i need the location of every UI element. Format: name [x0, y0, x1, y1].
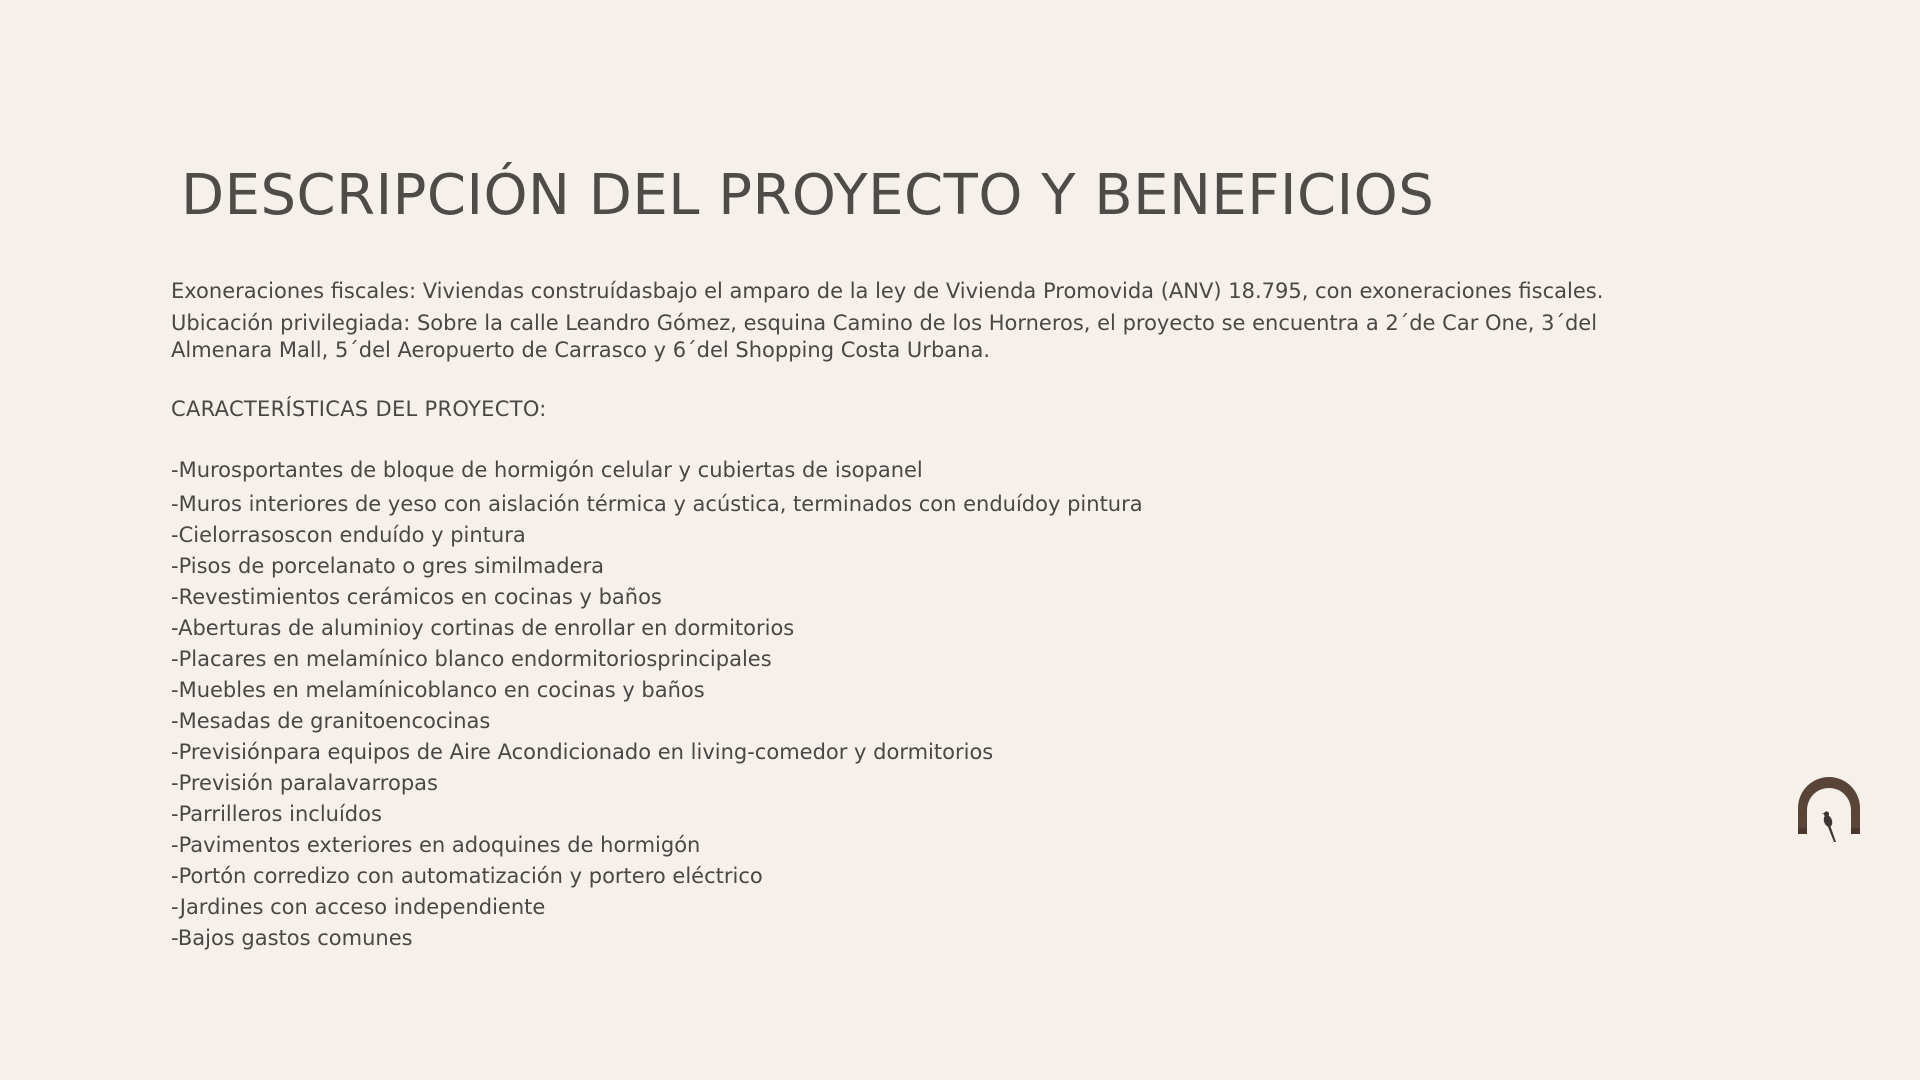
- list-item: -Pisos de porcelanato o gres similmadera: [171, 554, 604, 578]
- features-list: [171, 455, 1731, 954]
- list-item: -Previsión paralavarropas: [171, 771, 438, 795]
- list-item: -Portón corredizo con automatización y portero eléctrico: [171, 864, 763, 888]
- list-item: -Murosportantes de bloque de hormigón celular y cubiertas de isopanel: [171, 458, 923, 482]
- features-heading: CARACTERÍSTICAS DEL PROYECTO:: [171, 397, 547, 421]
- list-item: -Pavimentos exteriores en adoquines de hormigón: [171, 833, 701, 857]
- list-item: -Previsiónpara equipos de Aire Acondicionado en living-comedor y dormitorios: [171, 740, 994, 764]
- list-item: -Muebles en melamínicoblanco en cocinas y baños: [171, 678, 705, 702]
- list-item: -Bajos gastos comunes: [171, 926, 413, 950]
- exoneraciones-paragraph: Exoneraciones fiscales: Viviendas construídasbajo el amparo de la ley de Vivienda Promovida (ANV) 18.795, con exoneraciones fiscales.: [171, 279, 1604, 303]
- list-item: -Parrilleros incluídos: [171, 802, 382, 826]
- list-item: -Placares en melamínico blanco endormitoriosprincipales: [171, 647, 772, 671]
- description-body: [171, 278, 1731, 954]
- list-item: -Aberturas de aluminioy cortinas de enrollar en dormitorios: [171, 616, 795, 640]
- ubicacion-paragraph-line-2: Almenara Mall, 5´del Aeropuerto de Carrasco y 6´del Shopping Costa Urbana.: [171, 338, 990, 362]
- page-title: DESCRIPCIÓN DEL PROYECTO Y BENEFICIOS: [181, 163, 1435, 228]
- ubicacion-paragraph-line-1: Ubicación privilegiada: Sobre la calle Leandro Gómez, esquina Camino de los Horneros, el proyecto se encuentra a 2´de Car One, 3´del: [171, 311, 1598, 335]
- list-item: -Revestimientos cerámicos en cocinas y baños: [171, 585, 662, 609]
- list-item: -Muros interiores de yeso con aislación térmica y acústica, terminados con enduídoy pintura: [171, 492, 1143, 516]
- list-item: -Jardines con acceso independiente: [171, 895, 546, 919]
- list-item: -Mesadas de granitoencocinas: [171, 709, 491, 733]
- list-item: -Cielorrasoscon enduído y pintura: [171, 523, 526, 547]
- arch-bird-logo-icon: [1798, 776, 1860, 844]
